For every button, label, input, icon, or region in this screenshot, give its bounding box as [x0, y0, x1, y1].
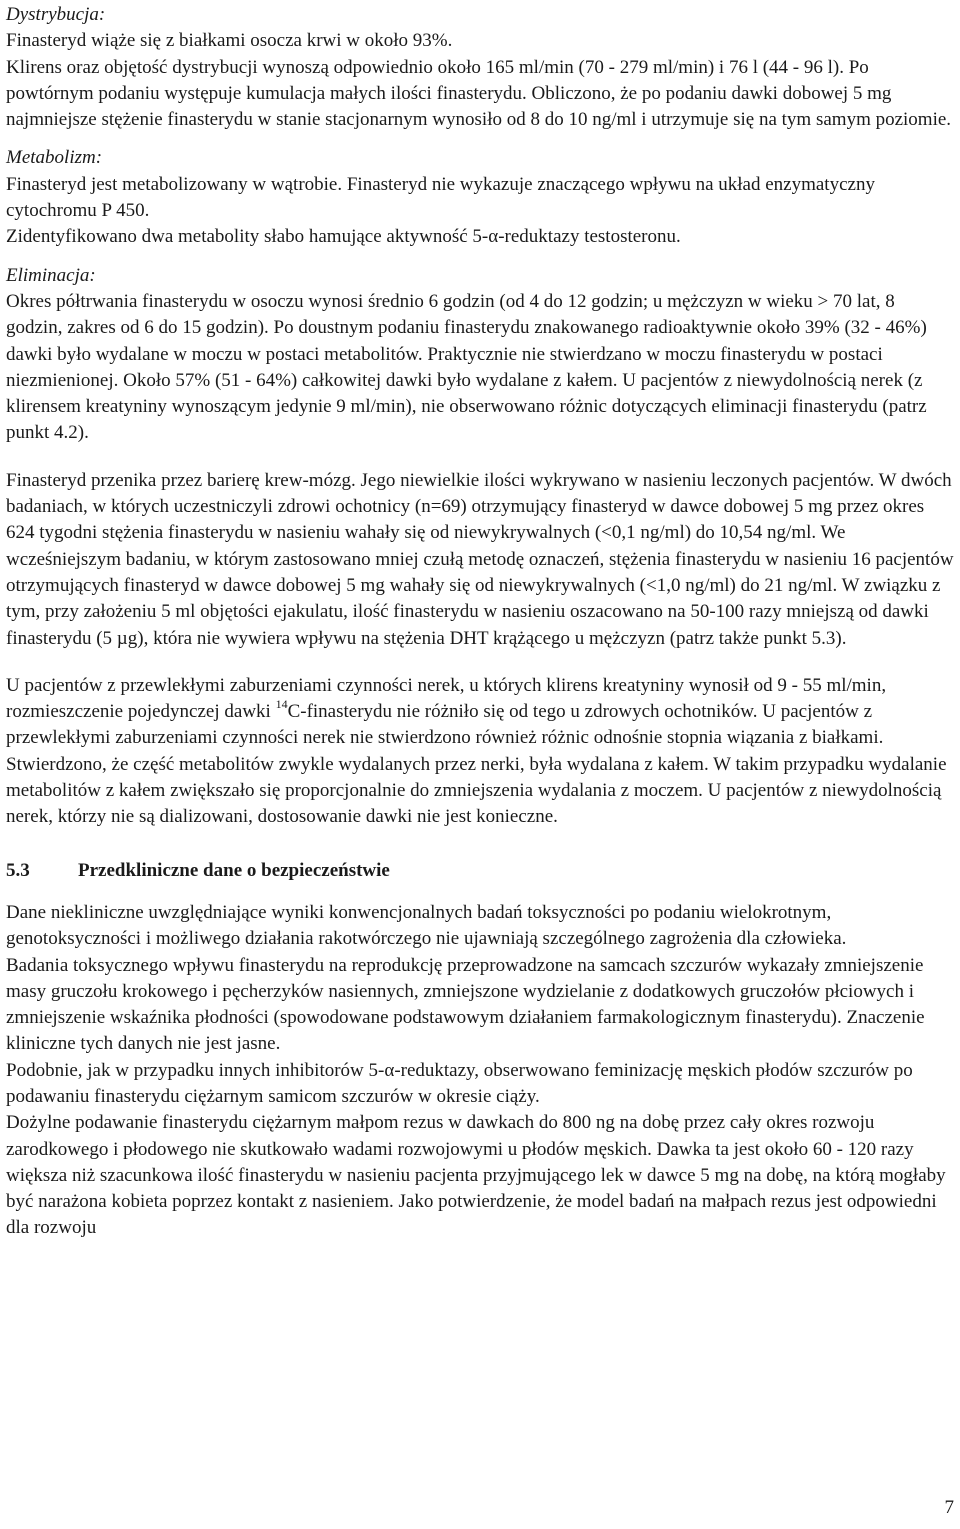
- document-page: [6, 2, 954, 1242]
- eliminacja-heading: Eliminacja:: [6, 264, 96, 286]
- section-paragraph-1: Dane niekliniczne uwzględniające wyniki konwencjonalnych badań toksyczności po podaniu wielokrotnym, genotoksyczności i możliwego działania rakotwórczego nie ujawniają szczególnego zagrożenia dla człowieka.: [6, 901, 847, 950]
- section-title: Przedkliniczne dane o bezpieczeństwie: [78, 859, 390, 881]
- dystrybucja-line-2: Klirens oraz objętość dystrybucji wynoszą odpowiednio około 165 ml/min (70 - 279 ml/min) i 76 l (44 - 96 l). Po powtórnym podaniu występuje kumulacja małych ilości finasterydu. Obliczono, że po podaniu dawki dobowej 5 mg najmniejsze stężenie finasterydu w stanie stacjonarnym wynosiło od 8 do 10 ng/ml i utrzymuje się na tym samym poziomie.: [6, 56, 952, 131]
- eliminacja-paragraph: Okres półtrwania finasterydu w osoczu wynosi średnio 6 godzin (od 4 do 12 godzin; u mężczyzn w wieku > 70 lat, 8 godzin, zakres od 6 do 15 godzin). Po doustnym podaniu finasterydu znakowanego radioaktywnie około 39% (32 - 46%) dawki było wydalane w moczu w postaci metabolitów. Praktycznie nie stwierdzano w moczu finasterydu w postaci niezmienionej. Około 57% (51 - 64%) całkowitej dawki było wydalane z kałem. U pacjentów z niewydolnością nerek (z klirensem kreatyniny wynoszącym jedynie 9 ml/min), nie obserwowano różnic dotyczących eliminacji finasterydu (patrz punkt 4.2).: [6, 290, 927, 444]
- section-paragraph-2: Badania toksycznego wpływu finasterydu na reprodukcję przeprowadzone na samcach szczurów wykazały zmniejszenie masy gruczołu krokowego i pęcherzyków nasiennych, zmniejszone wydzielanie z dodatkowych gruczołów płciowych i zmniejszenie wskaźnika płodności (spowodowane podstawowym działaniem farmakologicznym finasterydu). Znaczenie kliniczne tych danych nie jest jasne.: [6, 954, 925, 1055]
- spacer: [6, 133, 954, 145]
- nerki-text-before: U pacjentów z przewlekłymi zaburzeniami czynności nerek, u których klirens kreatyniny wynosił od 9 - 55 ml/min, rozmieszczenie pojedynczej dawki: [6, 674, 887, 723]
- metabolizm-heading: Metabolizm:: [6, 147, 103, 169]
- isotope-superscript: 14: [275, 696, 288, 711]
- spacer: [6, 447, 954, 468]
- section-paragraph-4: Dożylne podawanie finasterydu ciężarnym małpom rezus w dawkach do 800 ng na dobę przez cały okres rozwoju zarodkowego i płodowego nie skutkowało wadami rozwojowymi u płodów męskich. Dawka ta jest około 60 - 120 razy większa niż szacunkowa ilość finasterydu w nasieniu pacjenta przyjmującego lek w dawce 5 mg na dobę, na którą mogłaby być narażona kobieta poprzez kontakt z nasieniem. Jako potwierdzenie, że model badań na małpach rezus jest odpowiedni dla rozwoju: [6, 1112, 946, 1239]
- spacer: [6, 652, 954, 673]
- page-number: 7: [944, 1497, 954, 1518]
- nasienie-paragraph: Finasteryd przenika przez barierę krew-mózg. Jego niewielkie ilości wykrywano w nasieniu leczonych pacjentów. W dwóch badaniach, w których uczestniczyli zdrowi ochotnicy (n=69) otrzymujący finasteryd w dawce dobowej 5 mg przez okres 624 tygodni stężenia finasterydu w nasieniu wahały się od niewykrywalnych (<0,1 ng/ml) do 10,54 ng/ml. We wcześniejszym badaniu, w którym zastosowano mniej czułą metodę oznaczeń, stężenia finasterydu w nasieniu 16 pacjentów otrzymujących finasteryd w dawce dobowej 5 mg wahały się od niewykrywalnych (<1,0 ng/ml) do 21 ng/ml. W związku z tym, przy założeniu 5 ml objętości ejakulatu, ilość finasterydu w nasieniu oszacowano na 50-100 razy mniejszą od dawki finasterydu (5 µg), która nie wywiera wpływu na stężenia DHT krążącego u mężczyzn (patrz także punkt 5.3).: [6, 469, 954, 649]
- dystrybucja-heading: Dystrybucja:: [6, 4, 106, 25]
- metabolizm-line-2: Zidentyfikowano dwa metabolity słabo hamujące aktywność 5-α-reduktazy testosteronu.: [6, 226, 681, 248]
- spacer: [6, 251, 954, 263]
- section-paragraph-3: Podobnie, jak w przypadku innych inhibitorów 5-α-reduktazy, obserwowano feminizację męskich płodów szczurów po podawaniu finasterydu ciężarnym samicom szczurów w okresie ciąży.: [6, 1059, 913, 1107]
- section-heading: [6, 858, 954, 884]
- metabolizm-line-1: Finasteryd jest metabolizowany w wątrobie. Finasteryd nie wykazuje znaczącego wpływu na układ enzymatyczny cytochromu P 450.: [6, 173, 875, 222]
- nerki-paragraph: [6, 673, 954, 831]
- section-number: 5.3: [6, 859, 30, 881]
- spacer: [6, 831, 954, 852]
- dystrybucja-line-1: Finasteryd wiąże się z białkami osocza krwi w około 93%.: [6, 30, 453, 52]
- nerki-text-after: C-finasterydu nie różniło się od tego u zdrowych ochotników. U pacjentów z przewlekłymi zaburzeniami czynności nerek nie stwierdzono również różnic odnośnie stopnia wiązania z białkami. Stwierdzono, że część metabolitów zwykle wydalanych przez nerki, była wydalana z kałem. W takim przypadku wydalanie metabolitów z kałem zwiększało się proporcjonalnie do zmniejszenia wydalania z moczem. U pacjentów z niewydolnością nerek, którzy nie są dializowani, dostosowanie dawki nie jest konieczne.: [6, 701, 947, 828]
